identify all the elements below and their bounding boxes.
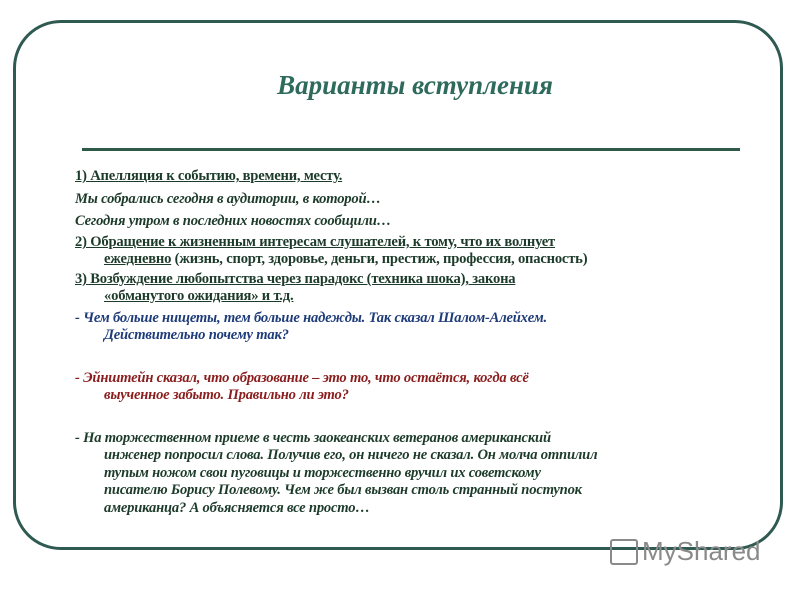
point-2-heading: 2) Обращение к жизненным интересам слушателей, к тому, что их волнует [75, 234, 556, 250]
point-3-heading: 3) Возбуждение любопытства через парадокс (техника шока), закона [75, 271, 516, 287]
point-1-heading: 1) Апелляция к событию, времени, месту. [75, 168, 343, 184]
example-1: Мы собрались сегодня в аудитории, в которой… [75, 191, 381, 207]
quote-1: - Чем больше нищеты, тем больше надежды. Так сказал Шалом-Алейхем. [75, 310, 547, 326]
story-line-2: инженер попросил слова. Получив его, он ничего не сказал. Он молча отпилил [104, 447, 598, 463]
slide-title: Варианты вступления [277, 70, 553, 100]
example-2: Сегодня утром в последних новостях сообщили… [75, 213, 392, 229]
quote-2-continued: выученное забыто. Правильно ли это? [104, 387, 349, 403]
quote-2: - Эйнштейн сказал, что образование – это то, что остаётся, когда всё [75, 370, 529, 386]
story-line-3: тупым ножом свои пуговицы и торжественно вручил их советскому [104, 465, 541, 481]
watermark [610, 536, 761, 567]
title-divider [82, 148, 740, 151]
quote-1-continued: Действительно почему так? [104, 327, 289, 343]
story-line-1: - На торжественном приеме в честь заокеанских ветеранов американский [75, 430, 551, 446]
point-2-list: (жизнь, спорт, здоровье, деньги, престиж, профессия, опасность) [171, 251, 588, 267]
point-3-continued: «обманутого ожидания» и т.д. [104, 288, 294, 304]
story-line-5: американца? А объясняется все просто… [104, 500, 370, 516]
point-2-underlined: ежедневно [104, 251, 172, 267]
story-line-4: писателю Борису Полевому. Чем же был вызван столь странный поступок [104, 482, 582, 498]
presentation-board-icon [610, 539, 638, 565]
watermark-text: MyShared [642, 536, 761, 566]
point-2-continued [104, 251, 587, 268]
